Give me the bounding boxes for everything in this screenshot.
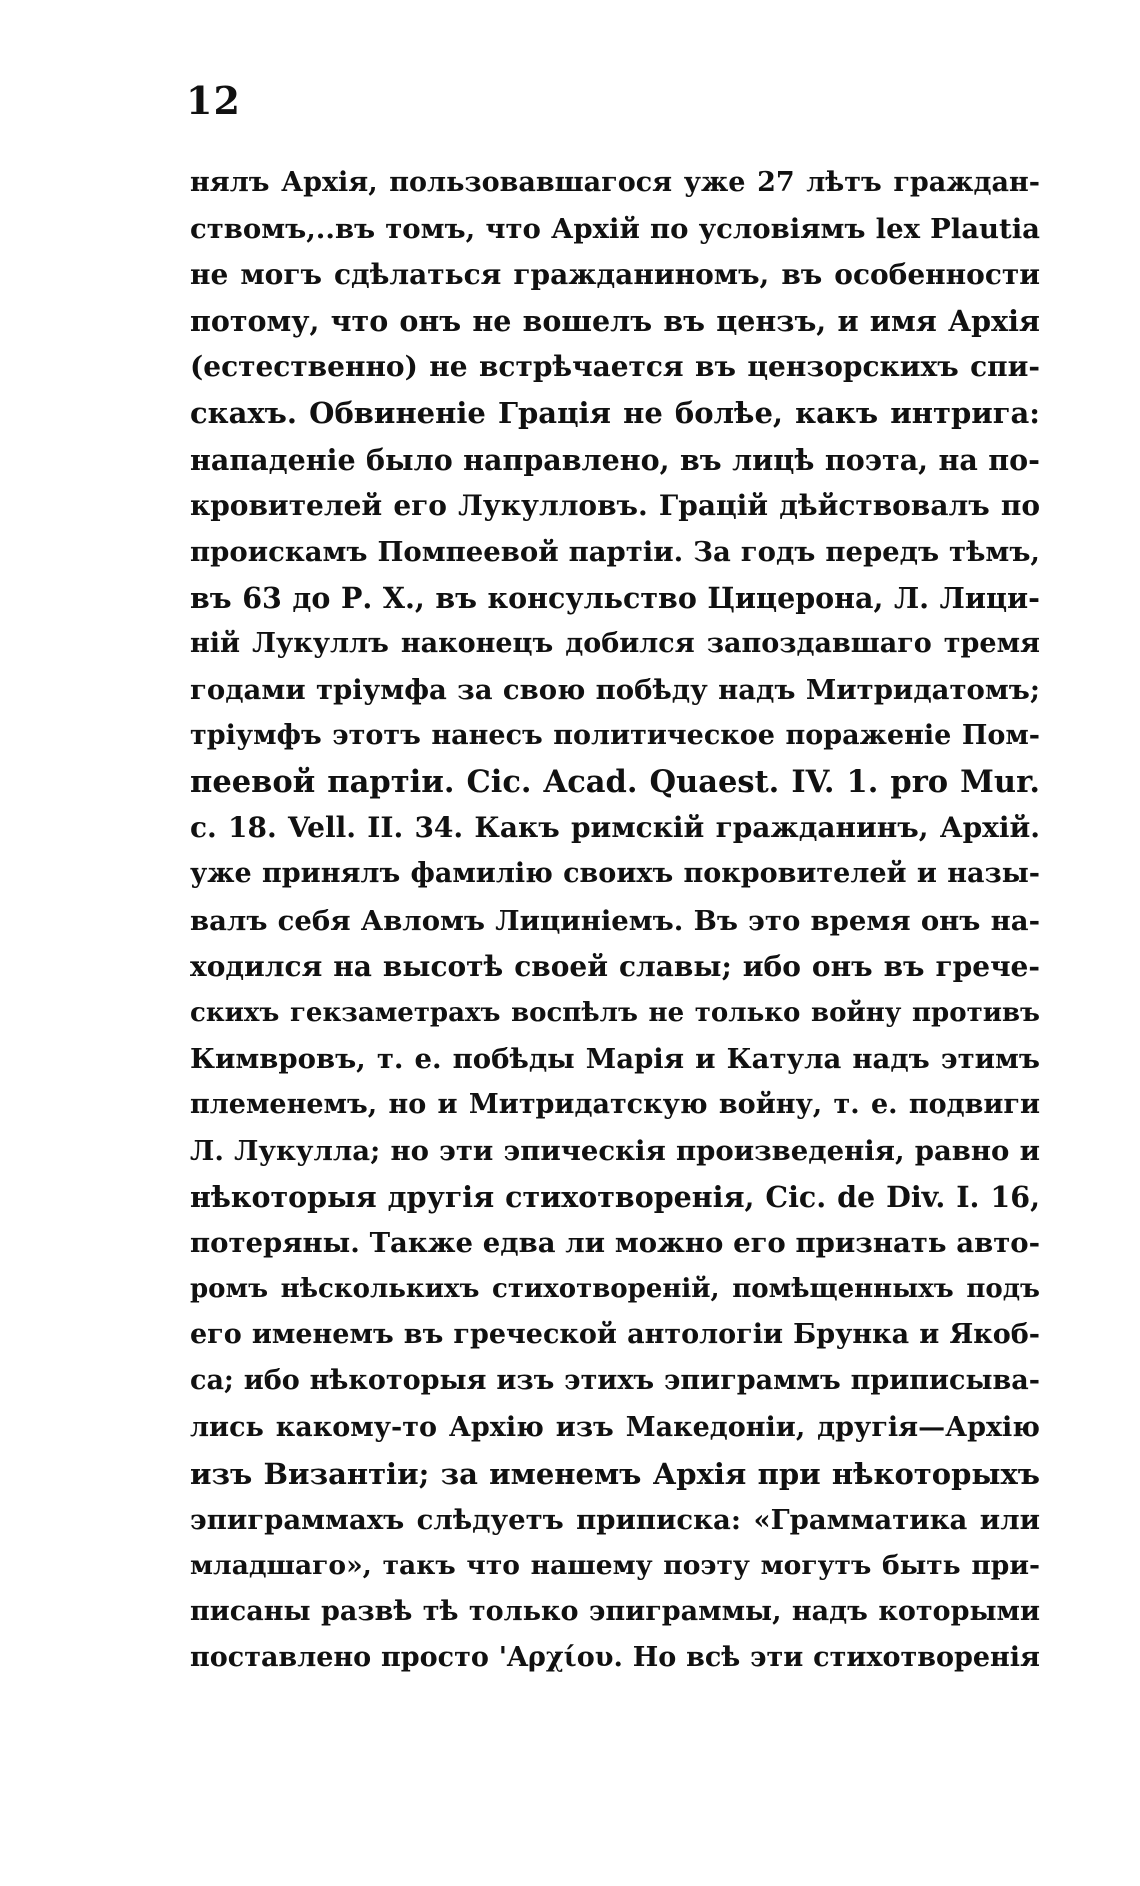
text-line: Л. Лукулла; но эти эпическія произведенія, равно и <box>190 1134 1040 1167</box>
text-line: ромъ нѣсколькихъ стихотвореній, помѣщенныхъ подъ <box>190 1274 1040 1305</box>
text-line: скихъ гекзаметрахъ воспѣлъ не только войну противъ <box>190 997 1040 1028</box>
text-line: валъ себя Авломъ Лициніемъ. Въ это время онъ на- <box>190 904 1040 937</box>
text-line: тріумфъ этотъ нанесъ политическое пораженіе Пом- <box>190 720 1040 752</box>
text-line: (естественно) не встрѣчается въ цензорскихъ спи- <box>190 350 1040 384</box>
text-line: кровителей его Лукулловъ. Грацій дѣйствовалъ по <box>190 488 1040 522</box>
text-line: лись какому-то Архію изъ Македоніи, другія—Архію <box>190 1411 1040 1443</box>
text-line: ходился на высотѣ своей славы; ибо онъ въ грече- <box>190 949 1040 983</box>
text-line: пеевой партіи. Cic. Acad. Quaest. IV. 1. pro Mur. <box>190 764 1040 801</box>
text-line: изъ Византіи; за именемъ Архія при нѣкоторыхъ <box>190 1456 1040 1491</box>
text-line: нападеніе было направлено, въ лицѣ поэта, на по- <box>190 442 1040 477</box>
text-line: младшаго», такъ что нашему поэту могутъ быть при- <box>190 1549 1040 1581</box>
text-line: c. 18. Vell. II. 34. Какъ римскій гражданинъ, Архій. <box>190 811 1040 845</box>
text-line: Кимвровъ, т. е. побѣды Марія и Катула надъ этимъ <box>190 1042 1040 1075</box>
text-line: поставлено просто 'Αρχίου. Но всѣ эти стихотворенія <box>190 1642 1040 1673</box>
page-number: 12 <box>186 78 241 123</box>
text-line: эпиграммахъ слѣдуетъ приписка: «Грамматика или <box>190 1503 1040 1536</box>
text-line: нѣкоторыя другія стихотворенія, Cic. de Div. I. 16, <box>190 1180 1040 1215</box>
text-line: уже принялъ фамилію своихъ покровителей и назы- <box>190 858 1040 890</box>
text-line: скахъ. Обвиненіе Грація не болѣе, какъ интрига: <box>190 396 1040 431</box>
text-line: потеряны. Также едва ли можно его признать авто- <box>190 1227 1040 1260</box>
text-line: нялъ Архія, пользовавшагося уже 27 лѣтъ граждан- <box>190 167 1040 198</box>
text-line: проискамъ Помпеевой партіи. За годъ передъ тѣмъ, <box>190 535 1040 568</box>
text-line: годами тріумфа за свою побѣду надъ Митридатомъ; <box>190 674 1040 707</box>
text-line: племенемъ, но и Митридатскую войну, т. е. подвиги <box>190 1088 1040 1120</box>
text-line: его именемъ въ греческой антологіи Брунка и Якоб- <box>190 1319 1040 1351</box>
text-line: въ 63 до Р. Х., въ консульство Цицерона, Л. Лици- <box>190 580 1040 615</box>
text-line: ній Лукуллъ наконецъ добился запоздавшаго тремя <box>190 627 1040 659</box>
text-line: не могъ сдѣлаться гражданиномъ, въ особенности <box>190 258 1040 292</box>
text-line: потому, что онъ не вошелъ въ цензъ, и имя Архія <box>190 304 1040 339</box>
text-line: писаны развѣ тѣ только эпиграммы, надъ которыми <box>190 1595 1040 1627</box>
body-text <box>190 160 1040 1681</box>
text-line: ствомъ,..въ томъ, что Архій по условіямъ lex Plautia <box>190 213 1040 246</box>
text-line: са; ибо нѣкоторыя изъ этихъ эпиграммъ приписыва- <box>190 1365 1040 1397</box>
